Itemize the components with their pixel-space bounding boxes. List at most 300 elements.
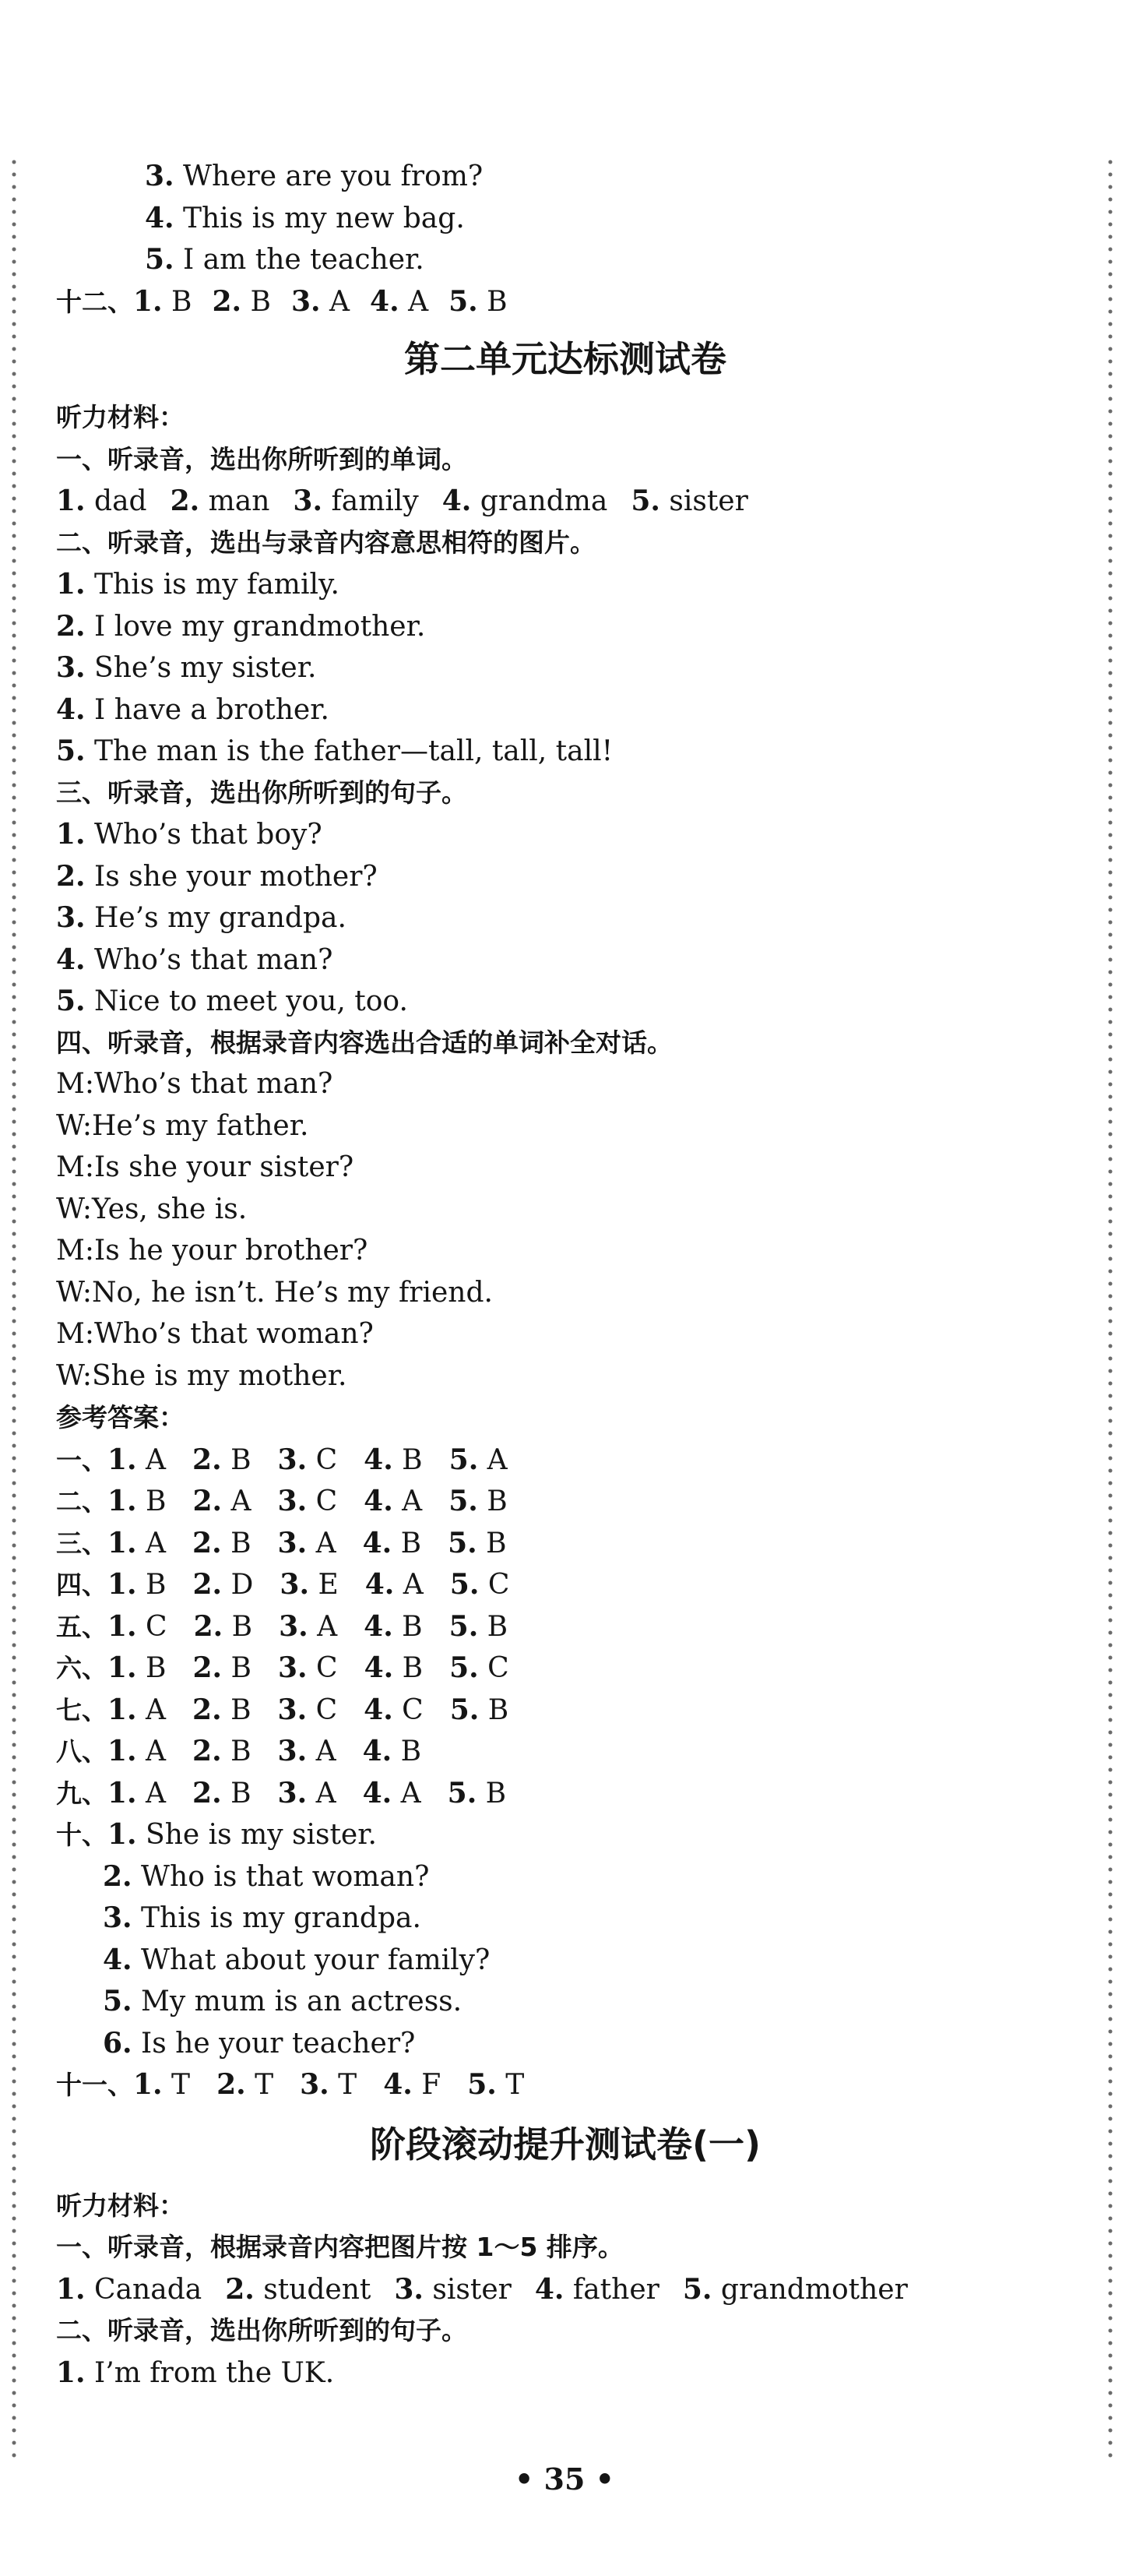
question-label: 一、 xyxy=(56,1444,107,1475)
item-number: 3. xyxy=(280,1568,309,1601)
question-label: 九、 xyxy=(56,1778,107,1809)
question-label: 七、 xyxy=(56,1694,107,1725)
listening-sentence xyxy=(56,606,425,647)
item-number: 2. xyxy=(212,284,242,318)
answer-item xyxy=(291,281,350,322)
item-value: A xyxy=(307,1777,336,1810)
answer-item xyxy=(448,1523,507,1564)
item-value: grandma xyxy=(471,485,608,517)
section-heading xyxy=(56,439,467,480)
item-text: My mum is an actress. xyxy=(132,1986,463,2017)
item-text: This is my grandpa. xyxy=(132,1902,421,1934)
q10-sentence xyxy=(103,1940,490,1980)
item-value: Canada xyxy=(85,2273,202,2306)
item-number: 1. xyxy=(107,1568,137,1601)
listening-sentence xyxy=(56,2352,334,2393)
item-number: 2. xyxy=(192,1693,222,1726)
item-text: This is my family. xyxy=(85,569,339,601)
answer-row xyxy=(56,1440,508,1480)
item-number: 3. xyxy=(291,284,321,318)
answer-item xyxy=(450,1690,509,1731)
speech: Is he your brother? xyxy=(94,1235,368,1267)
item-text: Who is that woman? xyxy=(132,1860,430,1893)
item-number: 4. xyxy=(364,1485,393,1517)
answer-item xyxy=(278,1773,336,1814)
dialogue-line xyxy=(56,1189,247,1230)
item-number: 5. xyxy=(448,1485,478,1517)
item-number: 1. xyxy=(107,1776,137,1810)
item-number: 3. xyxy=(56,901,86,934)
question-label: 六、 xyxy=(56,1653,107,1683)
answer-item xyxy=(107,1731,166,1772)
item-number: 5. xyxy=(56,735,86,767)
answer-item xyxy=(448,281,508,322)
item-value: B xyxy=(477,1527,507,1559)
item-number: 3. xyxy=(293,485,323,517)
dialogue-line xyxy=(56,1106,308,1147)
item-text: He’s my grandpa. xyxy=(85,902,346,934)
item-value: C xyxy=(307,1485,338,1517)
item-number: 2. xyxy=(192,1735,222,1767)
item-text: I love my grandmother. xyxy=(85,610,426,643)
answer-item xyxy=(278,1523,336,1564)
heading-text: 一、听录音，根据录音内容把图片按 1～5 排序。 xyxy=(56,2232,624,2262)
item-number: 4. xyxy=(441,485,472,517)
item-number: 5. xyxy=(448,1526,477,1559)
item-value: A xyxy=(307,1527,336,1559)
listening-label xyxy=(56,397,185,438)
item-number: 2. xyxy=(216,2068,246,2101)
item-value: B xyxy=(222,1652,251,1684)
question-label: 十二、 xyxy=(56,286,133,317)
answer-item xyxy=(193,1564,254,1605)
listening-sentence xyxy=(56,939,332,980)
item-number: 1. xyxy=(107,1609,137,1643)
heading-text: 二、听录音，选出你所听到的句子。 xyxy=(56,2315,467,2345)
listening-sentence xyxy=(56,897,346,938)
item-number: 2. xyxy=(192,1485,223,1517)
answer-item xyxy=(365,1564,424,1605)
speaker: M: xyxy=(56,1151,94,1183)
answer-item xyxy=(192,1440,251,1481)
answer-item xyxy=(535,2269,659,2310)
item-value: B xyxy=(477,285,508,318)
item-number: 5. xyxy=(449,1568,480,1601)
item-number: 1. xyxy=(56,485,86,517)
item-number: 5. xyxy=(448,1443,479,1476)
item-text: What about your family? xyxy=(132,1943,491,1976)
answer-item xyxy=(171,481,270,522)
answer-item xyxy=(107,1606,167,1647)
item-value: A xyxy=(399,285,429,318)
question-label: 十一、 xyxy=(56,2070,133,2100)
answer-row xyxy=(56,1606,508,1647)
item-number: 2. xyxy=(192,1526,222,1559)
item-value: A xyxy=(392,1777,421,1810)
answer-item xyxy=(448,1481,508,1522)
item-number: 5. xyxy=(682,2272,712,2306)
listening-sentence xyxy=(56,564,339,604)
item-number: 4. xyxy=(534,2272,564,2306)
item-number: 4. xyxy=(362,1776,392,1810)
item-number: 1. xyxy=(107,1651,137,1684)
item-value: C xyxy=(307,1693,338,1726)
item-value: A xyxy=(392,1485,423,1517)
heading-text: 三、听录音，选出你所听到的句子。 xyxy=(56,777,467,808)
heading-text: 二、听录音，选出与录音内容意思相符的图片。 xyxy=(56,527,596,558)
answer-item xyxy=(213,281,272,322)
item-number: 3. xyxy=(279,1609,308,1643)
answer-item xyxy=(631,481,747,522)
item-number: 3. xyxy=(103,1901,132,1934)
item-number: 4. xyxy=(383,2068,413,2101)
item-value: B xyxy=(477,1777,507,1810)
listening-sentence xyxy=(56,731,613,771)
answer-item xyxy=(363,1731,422,1772)
item-value: E xyxy=(309,1569,339,1601)
item-value: C xyxy=(307,1443,338,1476)
answer-item xyxy=(280,1564,338,1605)
answer-item xyxy=(278,1647,338,1689)
item-value: student xyxy=(254,2273,371,2306)
answer-item xyxy=(216,2064,273,2106)
top-sentence xyxy=(145,198,465,238)
item-value: B xyxy=(136,1569,167,1601)
dialogue-line xyxy=(56,1356,346,1397)
answer-item xyxy=(293,481,418,522)
item-value: B xyxy=(479,1693,509,1726)
speaker: W: xyxy=(56,1276,93,1309)
speaker: W: xyxy=(56,1109,93,1142)
item-number: 2. xyxy=(192,1443,222,1476)
item-number: 5. xyxy=(448,284,478,318)
answer-row xyxy=(56,1523,507,1563)
item-number: 4. xyxy=(362,1526,392,1559)
question-label: 二、 xyxy=(56,1486,107,1517)
item-value: B xyxy=(241,285,271,318)
item-value: A xyxy=(320,285,350,318)
item-value: A xyxy=(136,1443,167,1476)
heading-text: 四、听录音，根据录音内容选出合适的单词补全对话。 xyxy=(56,1027,673,1058)
item-number: 5. xyxy=(56,985,86,1017)
item-value: grandmother xyxy=(712,2273,908,2306)
question-label: 四、 xyxy=(56,1570,107,1600)
answer-item xyxy=(683,2269,908,2310)
speaker: M: xyxy=(56,1235,94,1267)
answer-item xyxy=(278,1481,338,1522)
answer-row xyxy=(56,1481,508,1521)
word-list xyxy=(56,2269,908,2310)
item-number: 1. xyxy=(56,818,86,851)
answer-item xyxy=(364,1647,424,1689)
dialogue-line xyxy=(56,1147,353,1188)
answer-item xyxy=(278,1690,338,1731)
item-number: 1. xyxy=(56,568,86,601)
item-number: 1. xyxy=(107,1735,137,1767)
item-value: B xyxy=(221,1777,251,1810)
item-number: 2. xyxy=(56,859,86,893)
item-text: Who’s that boy? xyxy=(85,819,322,851)
item-value: T xyxy=(162,2069,191,2101)
item-value: family xyxy=(322,485,419,517)
item-text: She is my sister. xyxy=(136,1819,377,1851)
item-number: 4. xyxy=(145,201,174,234)
item-value: A xyxy=(308,1610,338,1643)
item-value: B xyxy=(221,1527,251,1559)
right-dotted-border xyxy=(1107,156,1113,2461)
item-number: 1. xyxy=(107,1818,137,1851)
item-number: 3. xyxy=(277,1693,308,1726)
answer-item xyxy=(370,281,428,322)
q12-answers xyxy=(56,281,508,322)
item-number: 4. xyxy=(56,692,86,726)
item-value: B xyxy=(221,1736,251,1767)
item-value: T xyxy=(329,2069,357,2101)
item-value: sister xyxy=(659,485,748,517)
answer-item xyxy=(133,2064,190,2106)
item-number: 3. xyxy=(145,160,174,192)
item-value: A xyxy=(136,1527,167,1559)
item-text: She’s my sister. xyxy=(85,652,317,684)
speech: She is my mother. xyxy=(92,1359,347,1392)
answer-item xyxy=(364,1690,424,1731)
item-value: B xyxy=(223,1610,253,1643)
item-number: 5. xyxy=(449,1693,480,1726)
item-number: 1. xyxy=(56,2356,86,2389)
item-number: 3. xyxy=(394,2272,424,2306)
section-heading xyxy=(56,1023,673,1063)
answer-item xyxy=(363,1523,422,1564)
item-number: 1. xyxy=(56,2272,86,2306)
item-value: B xyxy=(136,1485,167,1517)
item-value: A xyxy=(478,1443,508,1476)
item-value: A xyxy=(136,1777,167,1810)
answer-item xyxy=(107,1690,166,1731)
item-number: 4. xyxy=(364,1568,395,1601)
speaker: W: xyxy=(56,1359,93,1392)
item-value: A xyxy=(136,1736,167,1767)
item-value: B xyxy=(478,1610,508,1643)
item-number: 4. xyxy=(364,1693,393,1726)
item-number: 2. xyxy=(170,485,200,517)
answer-item xyxy=(56,2269,202,2310)
item-text: I am the teacher. xyxy=(174,244,424,276)
answer-item xyxy=(107,1647,167,1689)
item-number: 4. xyxy=(364,1609,393,1643)
speaker: M: xyxy=(56,1068,94,1100)
item-number: 4. xyxy=(103,1943,132,1976)
answer-item xyxy=(363,1773,421,1814)
speaker: M: xyxy=(56,1318,94,1350)
answer-item xyxy=(394,2269,511,2310)
item-value: C xyxy=(479,1569,510,1601)
answer-item xyxy=(107,1564,167,1605)
answer-item xyxy=(225,2269,371,2310)
answer-item xyxy=(467,2064,524,2106)
item-text: Who’s that man? xyxy=(85,943,333,976)
answer-item xyxy=(107,1523,166,1564)
answer-item xyxy=(450,1564,510,1605)
item-value: A xyxy=(394,1569,424,1601)
item-number: 1. xyxy=(107,1693,137,1726)
answer-item xyxy=(442,481,608,522)
answer-item xyxy=(278,1440,338,1481)
item-value: A xyxy=(136,1693,167,1726)
answer-item xyxy=(107,1773,166,1814)
answer-item xyxy=(449,1647,509,1689)
item-value: C xyxy=(392,1693,424,1726)
listening-sentence xyxy=(56,814,322,855)
item-text: This is my new bag. xyxy=(174,202,465,234)
speech: Who’s that man? xyxy=(94,1068,333,1100)
item-value: B xyxy=(392,1443,423,1476)
item-value: A xyxy=(307,1736,336,1767)
answer-item xyxy=(279,1606,337,1647)
item-value: C xyxy=(307,1652,338,1684)
item-number: 4. xyxy=(364,1443,393,1476)
heading-text: 一、听录音，选出你所听到的单词。 xyxy=(56,443,467,474)
section-label: 听力材料： xyxy=(56,402,185,432)
item-number: 5. xyxy=(449,1651,479,1684)
answer-item xyxy=(192,1773,251,1814)
item-value: F xyxy=(412,2069,441,2101)
item-number: 3. xyxy=(277,1776,308,1810)
item-number: 2. xyxy=(192,1651,223,1684)
answer-item xyxy=(107,1481,167,1522)
item-number: 4. xyxy=(362,1735,392,1767)
section-label: 参考答案： xyxy=(56,1402,185,1432)
section-label: 听力材料： xyxy=(56,2190,185,2221)
section-heading xyxy=(56,523,596,563)
item-value: father xyxy=(564,2273,659,2306)
item-text: The man is the father—tall, tall, tall! xyxy=(85,735,614,767)
item-number: 1. xyxy=(107,1526,137,1559)
q11-answers xyxy=(56,2064,524,2105)
answer-item xyxy=(300,2064,357,2106)
item-number: 5. xyxy=(447,1776,477,1810)
q10-sentence xyxy=(103,2023,415,2063)
item-text: Is he your teacher? xyxy=(132,2027,416,2060)
item-number: 3. xyxy=(56,651,86,684)
question-label: 五、 xyxy=(56,1611,107,1642)
item-number: 3. xyxy=(277,1443,308,1476)
dialogue-line xyxy=(56,1314,374,1355)
item-number: 2. xyxy=(103,1859,132,1893)
listening-sentence xyxy=(56,856,378,897)
item-value: B xyxy=(162,285,192,318)
item-number: 5. xyxy=(631,485,660,517)
listening-label xyxy=(56,2186,185,2226)
answer-row xyxy=(56,1564,509,1605)
item-number: 5. xyxy=(145,243,174,276)
item-number: 4. xyxy=(370,284,399,318)
answer-item xyxy=(192,1523,251,1564)
item-value: man xyxy=(199,485,270,517)
item-number: 3. xyxy=(300,2068,329,2101)
answers-label xyxy=(56,1397,185,1438)
answer-item xyxy=(364,1440,423,1481)
section-heading xyxy=(56,2227,624,2268)
speech: Yes, she is. xyxy=(92,1193,248,1225)
item-value: C xyxy=(136,1610,167,1643)
answer-row xyxy=(56,1690,508,1730)
question-label: 十、 xyxy=(56,1820,107,1850)
speech: No, he isn’t. He’s my friend. xyxy=(92,1276,493,1309)
stage-title: 阶段滚动提升测试卷(一) xyxy=(369,2123,761,2165)
speaker: W: xyxy=(56,1193,93,1225)
q10-first xyxy=(56,1814,377,1855)
item-value: B xyxy=(477,1485,508,1517)
listening-sentence xyxy=(56,689,329,730)
item-value: A xyxy=(222,1485,251,1517)
answer-item xyxy=(194,1606,253,1647)
item-text: Nice to meet you, too. xyxy=(85,985,408,1017)
item-number: 4. xyxy=(56,943,86,976)
item-number: 3. xyxy=(277,1485,308,1517)
section-heading xyxy=(56,2310,467,2351)
answer-item xyxy=(278,1731,336,1772)
speech: Is she your sister? xyxy=(94,1151,354,1183)
question-label: 三、 xyxy=(56,1528,107,1559)
word-list xyxy=(56,481,748,521)
answer-row xyxy=(56,1731,421,1771)
listening-sentence xyxy=(56,647,316,688)
speech: Who’s that woman? xyxy=(94,1318,374,1350)
item-number: 1. xyxy=(133,2068,163,2101)
answer-item xyxy=(383,2064,441,2106)
answer-item xyxy=(364,1481,422,1522)
q10-sentence xyxy=(103,1856,429,1897)
item-number: 2. xyxy=(192,1568,223,1601)
item-number: 2. xyxy=(192,1776,222,1810)
left-dotted-border xyxy=(11,156,17,2461)
item-number: 1. xyxy=(107,1485,137,1517)
item-value: T xyxy=(496,2069,525,2101)
item-number: 1. xyxy=(133,284,163,318)
item-number: 2. xyxy=(225,2272,255,2306)
top-sentence xyxy=(145,239,424,280)
answer-item xyxy=(364,1606,423,1647)
item-number: 1. xyxy=(107,1443,137,1476)
item-number: 3. xyxy=(278,1651,308,1684)
answer-item xyxy=(193,1647,252,1689)
item-number: 2. xyxy=(193,1609,223,1643)
item-value: B xyxy=(221,1693,251,1726)
item-value: D xyxy=(222,1569,254,1601)
item-number: 2. xyxy=(56,609,86,643)
item-value: B xyxy=(136,1652,167,1684)
item-value: sister xyxy=(423,2273,512,2306)
item-number: 5. xyxy=(103,1985,132,2017)
speech: He’s my father. xyxy=(92,1109,309,1142)
item-value: dad xyxy=(85,485,147,517)
item-number: 5. xyxy=(467,2068,497,2101)
listening-sentence xyxy=(56,981,408,1021)
answer-item xyxy=(133,281,192,322)
item-value: B xyxy=(221,1443,251,1476)
answer-item xyxy=(107,1440,166,1481)
top-sentence xyxy=(145,156,483,196)
question-label: 八、 xyxy=(56,1736,107,1767)
item-number: 3. xyxy=(277,1526,308,1559)
answer-item xyxy=(56,481,147,522)
item-value: C xyxy=(478,1652,509,1684)
item-number: 6. xyxy=(103,2026,132,2060)
page-number: • 35 • xyxy=(515,2461,614,2497)
item-number: 3. xyxy=(277,1735,308,1767)
item-value: B xyxy=(393,1652,424,1684)
answer-item xyxy=(449,1440,508,1481)
